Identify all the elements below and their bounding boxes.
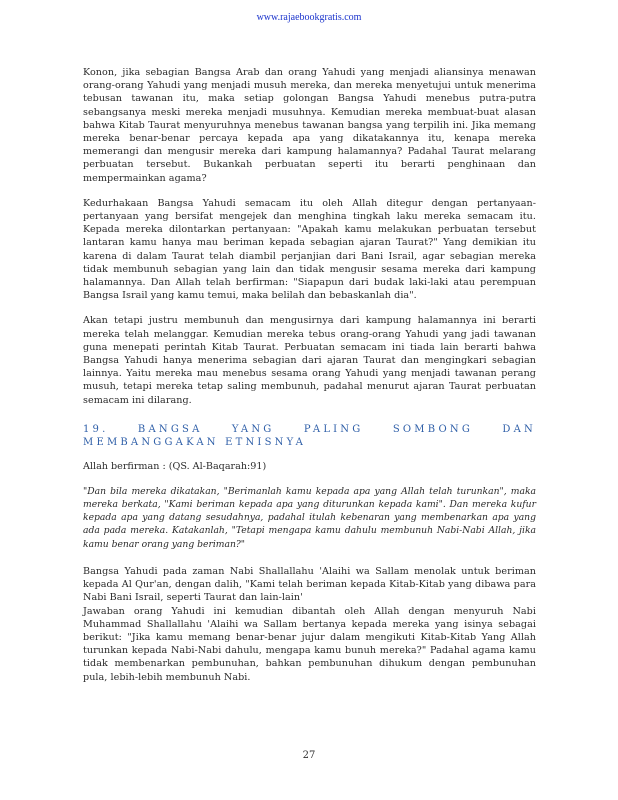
quran-quote: "Dan bila mereka dikatakan, "Berimanlah kamu kepada apa yang Allah telah turunkan", maka mereka berkata, "Kami beriman kepada apa yang diturunkan kepada kami". Dan mereka kufur kepada apa yang datang sesudahnya, padahal itulah kebenaran yang membenarkan apa yang ada pada mereka. Katakanlah, "Tetapi mengapa kamu dahulu membunuh Nabi-Nabi Allah, jika kamu benar orang yang beriman?" [83, 485, 536, 550]
paragraph-2: Kedurhakaan Bangsa Yahudi semacam itu oleh Allah ditegur dengan pertanyaan-pertanyaan yang bersifat mengejek dan menghina tingkah laku mereka semacam itu. Kepada mereka dilontarkan pertanyaan: "Apakah kamu melakukan perbuatan tersebut lantaran kamu hanya mau beriman kepada sebagian ajaran Taurat?" Yang demikian itu karena di dalam Taurat telah diambil perjanjian dari Bani Israil, agar sebagian mereka tidak membunuh sebagian yang lain dan tidak mengusir sesama mereka dari kampung halamannya. Dan Allah telah berfirman: "Siapapun dari budak laki-laki atau perempuan Bangsa Israil yang kamu temui, maka belilah dan bebaskanlah dia". [83, 197, 536, 302]
header-url[interactable]: www.rajaebookgratis.com [256, 12, 362, 23]
paragraph-1: Konon, jika sebagian Bangsa Arab dan orang Yahudi yang menjadi aliansinya menawan orang-orang Yahudi yang menjadi musuh mereka, dan mereka menyetujui untuk menerima tebusan tawanan itu, maka setiap golongan Bangsa Yahudi menebus putra-putra sebangsanya meski mereka menjadi musuhnya. Kemudian mereka membuat-buat alasan bahwa Kitab Taurat menyuruhnya menebus tawanan bangsa yang terpilih ini. Jika memang mereka benar-benar percaya kepada apa yang dikatakannya itu, kenapa mereka memerangi dan mengusir mereka dari kampung halamannya? Padahal Taurat melarang perbuatan tersebut. Bukankah perbuatan seperti itu berarti penghinaan dan mempermainkan agama? [83, 67, 536, 184]
paragraph-4: Bangsa Yahudi pada zaman Nabi Shallallahu 'Alaihi wa Sallam menolak untuk beriman kepada Al Qur'an, dengan dalih, "Kami telah beriman kepada Kitab-Kitab yang dibawa para Nabi Bani Israil, seperti Taurat dan lain-lain' [83, 565, 536, 604]
section-heading: 19. BANGSA YANG PALING SOMBONG DAN MEMBANGGAKAN ETNISNYA [83, 423, 536, 449]
paragraph-3: Akan tetapi justru membunuh dan mengusirnya dari kampung halamannya ini berarti mereka telah melanggar. Kemudian mereka tebus orang-orang Yahudi yang jadi tawanan guna menepati perintah Kitab Taurat. Perbuatan semacam ini tiada lain berarti bahwa Bangsa Yahudi hanya menerima sebagian dari ajaran Taurat dan mengingkari sebagian lainnya. Yaitu mereka mau menebus sesama orang Yahudi yang menjadi tawanan perang musuh, tetapi mereka tetap saling membunuh, padahal menurut ajaran Taurat perbuatan semacam ini dilarang. [83, 315, 536, 406]
paragraph-5: Jawaban orang Yahudi ini kemudian dibantah oleh Allah dengan menyuruh Nabi Muhammad Shallallahu 'Alaihi wa Sallam bertanya kepada mereka yang isinya sebagai berikut: "Jika kamu memang benar-benar jujur dalam mengikuti Kitab-Kitab Yang Allah turunkan kepada Nabi-Nabi dahulu, mengapa kamu bunuh mereka?" Padahal agama kamu tidak membenarkan pembunuhan, bahkan pembunuhan dihukum dengan pembunuhan pula, lebih-lebih membunuh Nabi. [83, 605, 536, 683]
page-number: 27 [302, 750, 316, 761]
section-intro: Allah berfirman : (QS. Al-Baqarah:91) [83, 460, 267, 472]
page-content [83, 66, 536, 696]
